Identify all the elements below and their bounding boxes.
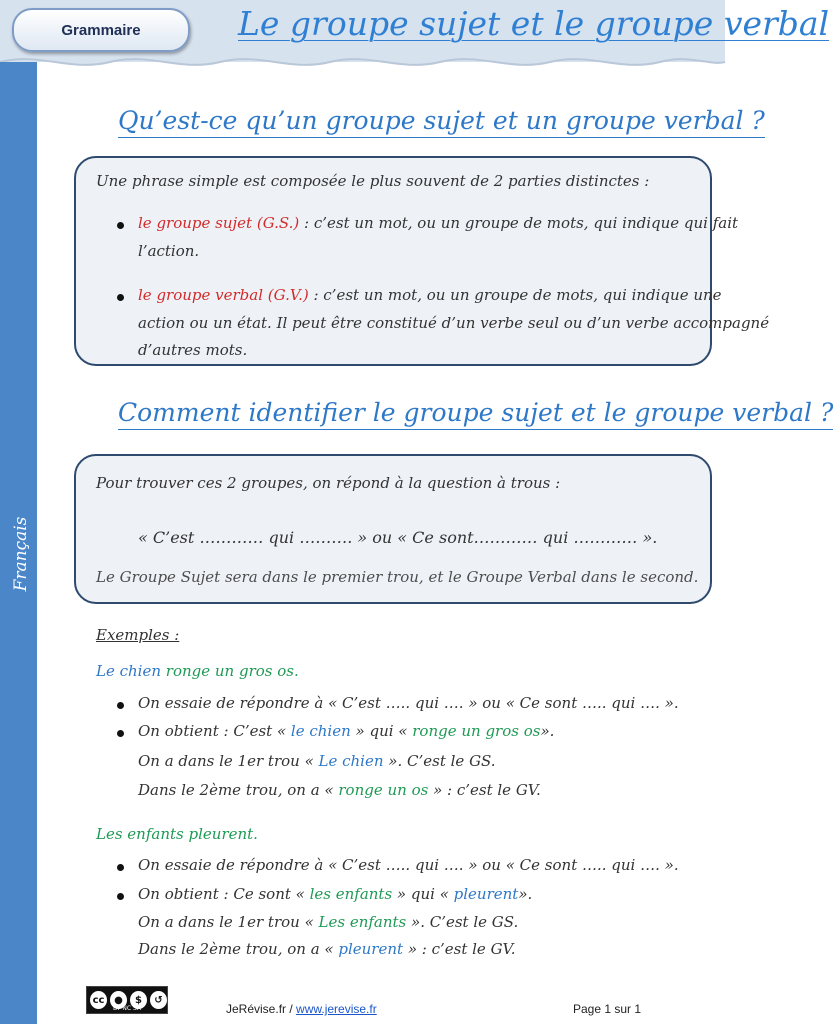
cc-icon: cc	[90, 991, 107, 1009]
bullet	[117, 222, 124, 229]
example2-step1: On essaie de répondre à « C’est ….. qui …. » ou « Ce sont ….. qui …. ».	[138, 856, 679, 874]
bullet	[117, 702, 124, 709]
gs-definition-line1: le groupe sujet (G.S.) : c’est un mot, ou un groupe de mots, qui indique qui fait	[138, 214, 739, 232]
footer-site-link[interactable]: www.jerevise.fr	[296, 1002, 377, 1016]
sidebar-label: Français	[11, 516, 31, 592]
example1-step4: Dans le 2ème trou, on a « ronge un os » : c’est le GV.	[138, 781, 541, 799]
example1-step3: On a dans le 1er trou « Le chien ». C’est le GS.	[138, 752, 496, 770]
section1-heading: Qu’est-ce qu’un groupe sujet et un groupe verbal ?	[118, 106, 765, 138]
gv-definition-line1: le groupe verbal (G.V.) : c’est un mot, ou un groupe de mots, qui indique une	[138, 286, 722, 304]
example2-step2: On obtient : Ce sont « les enfants » qui « pleurent».	[138, 885, 533, 903]
sa-icon: ↺	[150, 991, 167, 1009]
gs-definition-line2: l’action.	[138, 242, 200, 260]
bullet	[117, 294, 124, 301]
bullet	[117, 893, 124, 900]
example1-step1: On essaie de répondre à « C’est ….. qui …. » ou « Ce sont ….. qui …. ».	[138, 694, 679, 712]
category-label: Grammaire	[61, 21, 141, 39]
section2-heading: Comment identifier le groupe sujet et le groupe verbal ?	[118, 398, 833, 430]
page-number: Page 1 sur 1	[573, 1002, 642, 1016]
example2-step3: On a dans le 1er trou « Les enfants ». C’est le GS.	[138, 913, 519, 931]
bullet	[117, 730, 124, 737]
example1-sentence: Le chien ronge un gros os.	[96, 662, 299, 680]
footer-site-name: JeRévise.fr /	[226, 1002, 297, 1016]
creative-commons-badge[interactable]	[86, 986, 168, 1014]
by-icon: ●	[110, 991, 127, 1009]
gv-definition-line3: d’autres mots.	[138, 341, 248, 359]
footer-site	[226, 1002, 377, 1016]
page-title: Le groupe sujet et le groupe verbal	[238, 4, 830, 43]
method-note: Le Groupe Sujet sera dans le premier trou, et le Groupe Verbal dans le second.	[96, 568, 699, 586]
example1-step2: On obtient : C’est « le chien » qui « ronge un gros os».	[138, 722, 555, 740]
definition-intro: Une phrase simple est composée le plus souvent de 2 parties distinctes :	[96, 172, 650, 190]
example2-step4: Dans le 2ème trou, on a « pleurent » : c’est le GV.	[138, 940, 516, 958]
nc-icon: $	[130, 991, 147, 1009]
bullet	[117, 864, 124, 871]
license-label: BY NC SA	[113, 1005, 141, 1012]
gs-term: le groupe sujet (G.S.)	[138, 214, 300, 232]
method-question: « C’est ………… qui ………. » ou « Ce sont………… qui ………… ».	[138, 528, 658, 547]
gv-definition-line2: action ou un état. Il peut être constitué d’un verbe seul ou d’un verbe accompagné	[138, 314, 770, 332]
examples-label: Exemples :	[96, 626, 180, 644]
sidebar-subject	[4, 514, 34, 604]
category-badge	[12, 8, 190, 52]
example2-sentence: Les enfants pleurent.	[96, 825, 258, 843]
method-intro: Pour trouver ces 2 groupes, on répond à la question à trous :	[96, 474, 561, 492]
gv-term: le groupe verbal (G.V.)	[138, 286, 309, 304]
header-wave	[0, 50, 725, 80]
